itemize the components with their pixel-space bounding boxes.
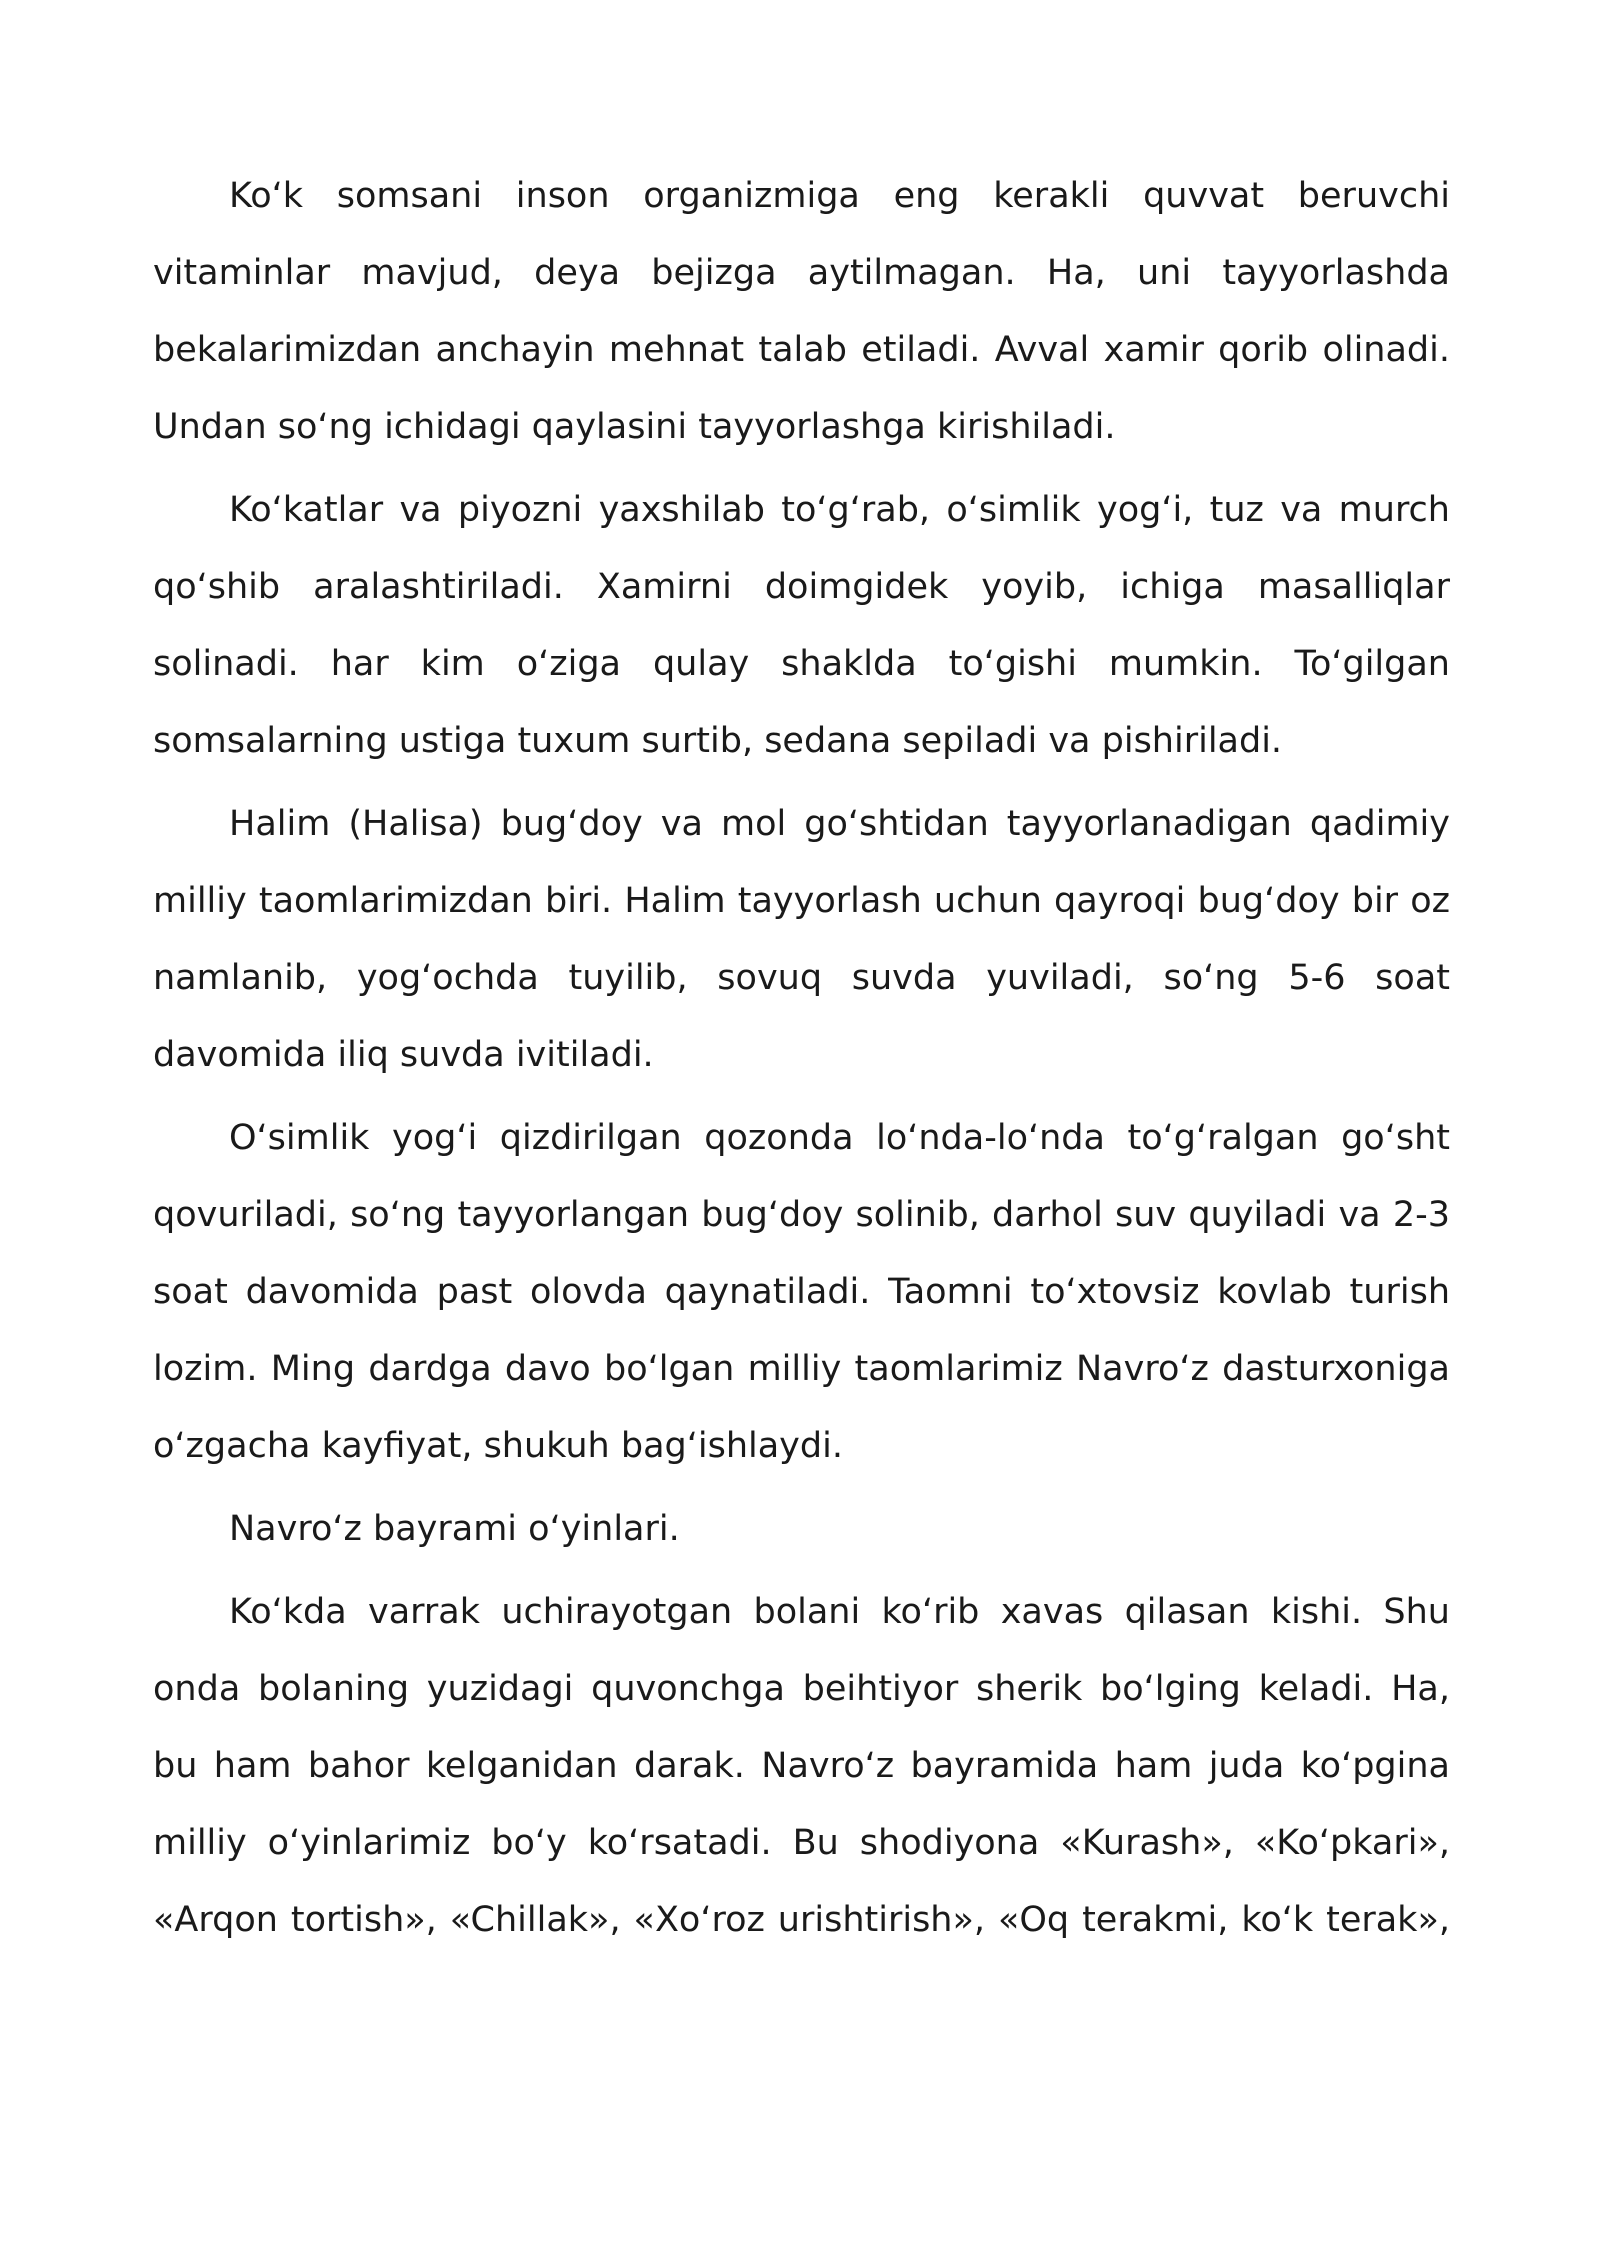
paragraph-halim-cooking: O‘simlik yog‘i qizdirilgan qozonda lo‘nda-lo‘nda to‘g‘ralgan go‘sht qovuriladi, so‘ng tayyorlangan bug‘doy solinib, darhol suv quyiladi va 2-3 soat davomida past olovda qaynatiladi. Taomni to‘xtovsiz kovlab turish lozim. Ming dardga davo bo‘lgan milliy taomlarimiz Navro‘z dasturxoniga o‘zgacha kayfiyat, shukuh bag‘ishlaydi.	[153, 1118, 1450, 1466]
document-body	[153, 158, 1450, 1965]
paragraph-somsa-intro: Ko‘k somsani inson organizmiga eng kerakli quvvat beruvchi vitaminlar mavjud, deya bejizga aytilmagan. Ha, uni tayyorlashda bekalarimizdan anchayin mehnat talab etiladi. Avval xamir qorib olinadi. Undan so‘ng ichidagi qaylasini tayyorlashga kirishiladi.	[153, 176, 1450, 447]
paragraph-somsa-recipe: Ko‘katlar va piyozni yaxshilab to‘g‘rab, o‘simlik yog‘i, tuz va murch qo‘shib aralashtiriladi. Xamirni doimgidek yoyib, ichiga masalliqlar solinadi. har kim o‘ziga qulay shaklda to‘gishi mumkin. To‘gilgan somsalarning ustiga tuxum surtib, sedana sepiladi va pishiriladi.	[153, 490, 1450, 761]
paragraph-games-text: Ko‘kda varrak uchirayotgan bolani ko‘rib xavas qilasan kishi. Shu onda bolaning yuzidagi quvonchga beihtiyor sherik bo‘lging keladi. Ha, bu ham bahor kelganidan darak. Navro‘z bayramida ham juda ko‘pgina milliy o‘yinlarimiz bo‘y ko‘rsatadi. Bu shodiyona «Kurash», «Ko‘pkari», «Arqon tortish», «Chillak», «Xo‘roz urishtirish», «Oq terakmi, ko‘k terak»,	[153, 1592, 1450, 1940]
paragraph-games-heading: Navro‘z bayrami o‘yinlari.	[229, 1509, 680, 1549]
paragraph-halim-intro: Halim (Halisa) bug‘doy va mol go‘shtidan tayyorlanadigan qadimiy milliy taomlarimizdan biri. Halim tayyorlash uchun qayroqi bug‘doy bir oz namlanib, yog‘ochda tuyilib, sovuq suvda yuviladi, so‘ng 5-6 soat davomida iliq suvda ivitiladi.	[153, 804, 1450, 1075]
